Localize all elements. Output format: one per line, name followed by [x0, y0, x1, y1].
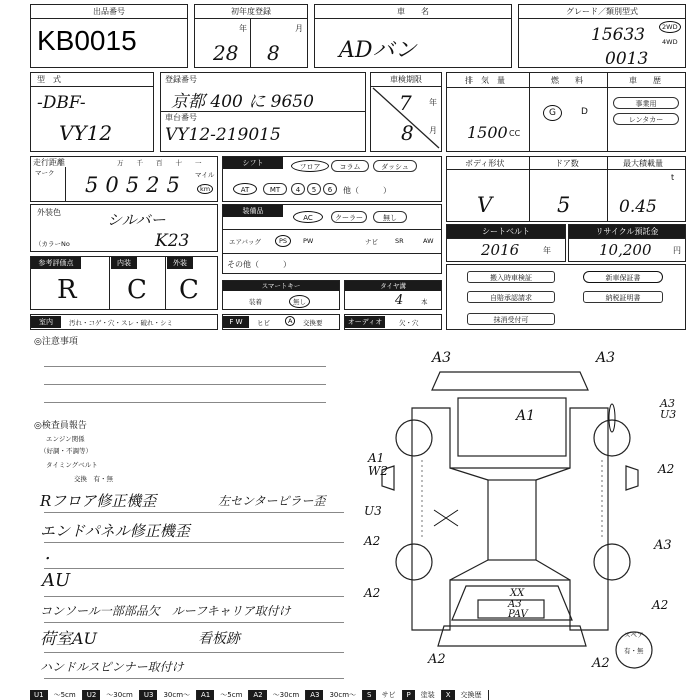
mark-xx: XX — [510, 588, 525, 599]
mark-a3-right: A3 — [654, 538, 672, 553]
interior-rating-value: C — [127, 275, 147, 305]
mileage-unit-mile: マイル — [195, 171, 215, 179]
shift-gear-5: 5 — [307, 183, 321, 195]
recycle-header: リサイクル預託金 — [569, 225, 685, 239]
model-type-header: 型 式 — [31, 73, 153, 87]
interior-row — [30, 314, 218, 330]
lot-number-value: KB0015 — [37, 25, 137, 56]
mark-a2-bottom: A2 — [428, 652, 446, 667]
audio-options: 欠・穴 — [399, 319, 419, 327]
mark-a2-rear-right: A2 — [652, 598, 669, 612]
displacement-unit: CC — [509, 129, 521, 138]
shift-gear-6: 6 — [323, 183, 337, 195]
spare-options: 有・無 — [624, 647, 644, 655]
fw-exchange: 交換要 — [303, 319, 323, 327]
tire-header: タイヤ溝 — [345, 281, 441, 291]
fuel-g-option: G — [543, 105, 562, 121]
fuel-d-option: D — [581, 107, 588, 117]
car-name-header: 車 名 — [315, 5, 511, 19]
mark-a2-left: A2 — [364, 534, 381, 548]
grade-header: グレード／類別型式 — [519, 5, 685, 19]
equipment-pw: PW — [303, 237, 314, 245]
displacement-header: 排 気 量 — [465, 76, 505, 85]
body-box — [446, 156, 686, 222]
first-reg-year-label: 年 — [239, 24, 247, 33]
report-line-5: コンソール一部部品欠 ルーフキャリア取付け — [40, 604, 291, 618]
grade-box — [518, 4, 686, 68]
tire-box — [344, 280, 442, 310]
equipment-ps: PS — [275, 235, 291, 247]
interior-rating-header: 内装 — [111, 257, 137, 269]
color-box — [30, 204, 218, 252]
equipment-other: その他（ ） — [227, 260, 291, 269]
doc-cancellation: 抹消受付可 — [467, 313, 555, 325]
smart-key-box — [222, 280, 340, 310]
chassis-value: VY12-219015 — [165, 125, 281, 145]
first-registration-header: 初年度登録 — [195, 5, 307, 19]
grade-2wd-option: 2WD — [659, 21, 681, 33]
fw-label: F W — [223, 316, 249, 328]
smart-key-none: 無し — [289, 295, 310, 308]
load-value: 0.45 — [619, 197, 657, 217]
report-line-7: ハンドルスピンナー取付け — [40, 660, 184, 674]
shift-other: 他（ ） — [343, 186, 391, 195]
mark-a2-rear-left: A2 — [364, 586, 381, 600]
smart-key-equipped: 装着 — [249, 298, 262, 306]
inspector-header: ◎検査員報告 — [34, 421, 87, 431]
notes-header: ◎注意事項 — [34, 337, 78, 347]
rating-header: 参考評価点 — [31, 257, 81, 269]
timing-sub: 交換 有・無 — [74, 475, 113, 483]
rating-value: R — [57, 275, 77, 305]
damage-legend: U1 〜5cm U2 〜30cm U3 30cm〜 A1 〜5cm A2 〜30cm A3 30cm〜 S サビ P 塗装 X 交換歴 — [30, 690, 686, 700]
displacement-value: 1500 — [467, 123, 508, 142]
grade-value-2: 0013 — [605, 49, 649, 69]
mark-u3-left: U3 — [364, 504, 382, 518]
report-line-2: エンドパネル修正機歪 — [40, 522, 190, 540]
recycle-value: 10,200 — [599, 241, 652, 259]
doc-insurance-claim: 自賠承認請求 — [467, 291, 555, 303]
lot-number-header: 出品番号 — [31, 5, 187, 19]
color-code-label: （カラーNo — [35, 240, 70, 248]
tire-unit: 本 — [421, 298, 428, 306]
mark-a2-bottom-right: A2 — [592, 656, 610, 671]
equipment-ac-option: AC — [293, 211, 323, 223]
doc-warranty: 新車保証書 — [583, 271, 663, 283]
model-type-prefix: -DBF- — [37, 93, 86, 113]
equipment-cooler-option: クーラー — [331, 211, 367, 223]
grade-4wd-option: 4WD — [662, 38, 678, 46]
shift-label: シフト — [223, 157, 283, 169]
spare-label: スペア — [624, 631, 644, 639]
color-code: K23 — [155, 231, 190, 251]
mark-a1-hood: A1 — [516, 408, 536, 424]
history-rental-option: レンタカー — [613, 113, 679, 125]
exterior-rating-value: C — [179, 275, 199, 305]
report-line-3-bullet: ・ — [40, 552, 54, 567]
car-name-value: ADバン — [339, 38, 417, 63]
report-line-6: 荷室AU — [40, 629, 98, 648]
shift-mt-option: MT — [263, 183, 287, 195]
body-shape-header: ボディ形状 — [465, 159, 505, 168]
engine-label: エンジン関係 — [46, 435, 85, 443]
recycle-unit: 円 — [673, 246, 681, 255]
body-shape-value: V — [477, 193, 493, 217]
history-header: 車 歴 — [629, 76, 661, 85]
lot-number-box — [30, 4, 188, 68]
seatbelt-header: シートベルト — [447, 225, 565, 239]
inspection-box — [370, 72, 442, 152]
mileage-units: 万 千 百 十 一 — [117, 159, 202, 167]
audio-label: オーディオ — [345, 316, 385, 328]
mileage-box — [30, 156, 218, 202]
car-name-box — [314, 4, 512, 68]
grade-value-1: 15633 — [591, 25, 646, 45]
fw-options: ヒビ — [257, 319, 270, 327]
shift-dash-option: ダッシュ — [373, 160, 417, 172]
equipment-box — [222, 204, 442, 274]
report-line-4: AU — [42, 570, 71, 591]
audio-row — [344, 314, 442, 330]
recycle-box — [568, 224, 686, 262]
seatbelt-value: 2016 — [481, 241, 520, 259]
timing-label: タイミングベルト — [46, 461, 98, 469]
displacement-box — [446, 72, 686, 152]
shift-at-option: AT — [233, 183, 257, 195]
color-header: 外装色 — [37, 208, 61, 217]
inspection-header: 車検期限 — [371, 73, 441, 87]
shift-column-option: コラム — [331, 160, 369, 172]
ratings-box — [30, 256, 218, 310]
fuel-header: 燃 料 — [551, 76, 583, 85]
load-header: 最大積載量 — [623, 159, 663, 168]
registration-box — [160, 72, 366, 152]
load-unit: t — [671, 173, 675, 182]
seatbelt-unit: 年 — [543, 246, 551, 255]
interior-options: 汚れ・コゲ・穴・スレ・破れ・シミ — [69, 319, 173, 327]
equipment-aw: AW — [423, 237, 434, 245]
chassis-label: 車台番号 — [165, 113, 197, 122]
model-type-value: VY12 — [59, 121, 113, 145]
fw-a-mark: A — [285, 316, 295, 326]
documents-box — [446, 264, 686, 330]
exterior-rating-header: 外装 — [167, 257, 193, 269]
inspection-year: 7 — [399, 91, 412, 115]
tire-value: 4 — [395, 293, 404, 308]
equipment-sr: SR — [395, 237, 404, 245]
equipment-none-option: 無し — [373, 211, 407, 223]
doc-tax-cert: 納税証明書 — [583, 291, 663, 303]
engine-sub: （好調・不調等） — [40, 447, 92, 455]
inspection-strike — [371, 86, 441, 151]
mileage-header: 走行距離 — [33, 158, 65, 167]
fw-row — [222, 314, 340, 330]
shift-gear-4: 4 — [291, 183, 305, 195]
doc-inspection-cert: 搬入時車検証 — [467, 271, 555, 283]
shift-floor-option: フロア — [291, 160, 329, 172]
registration-value: 京都 400 に 9650 — [171, 92, 314, 112]
mileage-mark-label: マーク — [35, 169, 55, 177]
mark-a3-front-right: A3 — [596, 350, 616, 366]
inspection-month: 8 — [401, 121, 414, 145]
first-reg-year: 28 — [213, 41, 239, 65]
interior-label: 室内 — [31, 316, 61, 328]
first-registration-box — [194, 4, 308, 68]
mileage-value: 50525 — [85, 173, 187, 197]
mark-a3-u3-right: A3 U3 — [660, 397, 677, 421]
doors-header: ドア数 — [555, 159, 579, 168]
inspection-month-label: 月 — [429, 126, 437, 135]
doors-value: 5 — [557, 193, 571, 217]
first-reg-month-label: 月 — [295, 24, 303, 33]
model-type-box — [30, 72, 154, 152]
inspection-year-label: 年 — [429, 98, 437, 107]
equipment-label: 装備品 — [223, 205, 283, 217]
report-line-1-extra: 左センターピラー歪 — [218, 494, 326, 508]
first-reg-month: 8 — [267, 41, 280, 65]
smart-key-header: スマートキー — [223, 281, 339, 291]
report-line-6-extra: 看板跡 — [198, 631, 240, 647]
mark-a1-w2: A1 W2 — [368, 451, 388, 478]
equipment-navi: ナビ — [365, 238, 378, 246]
history-business-option: 事業用 — [613, 97, 679, 109]
mark-a2-rt: A2 — [658, 462, 675, 476]
seatbelt-box — [446, 224, 566, 262]
mark-a3-front-left: A3 — [432, 350, 452, 366]
color-value: シルバー — [107, 211, 166, 229]
equipment-airbag: エアバッグ — [229, 238, 261, 246]
mileage-unit-km: km — [197, 184, 213, 194]
registration-label: 登録番号 — [165, 75, 197, 84]
report-line-1: Rフロア修正機歪 — [40, 492, 157, 510]
mark-a3-pav: A3 PAV — [508, 599, 528, 620]
shift-box — [222, 156, 442, 202]
